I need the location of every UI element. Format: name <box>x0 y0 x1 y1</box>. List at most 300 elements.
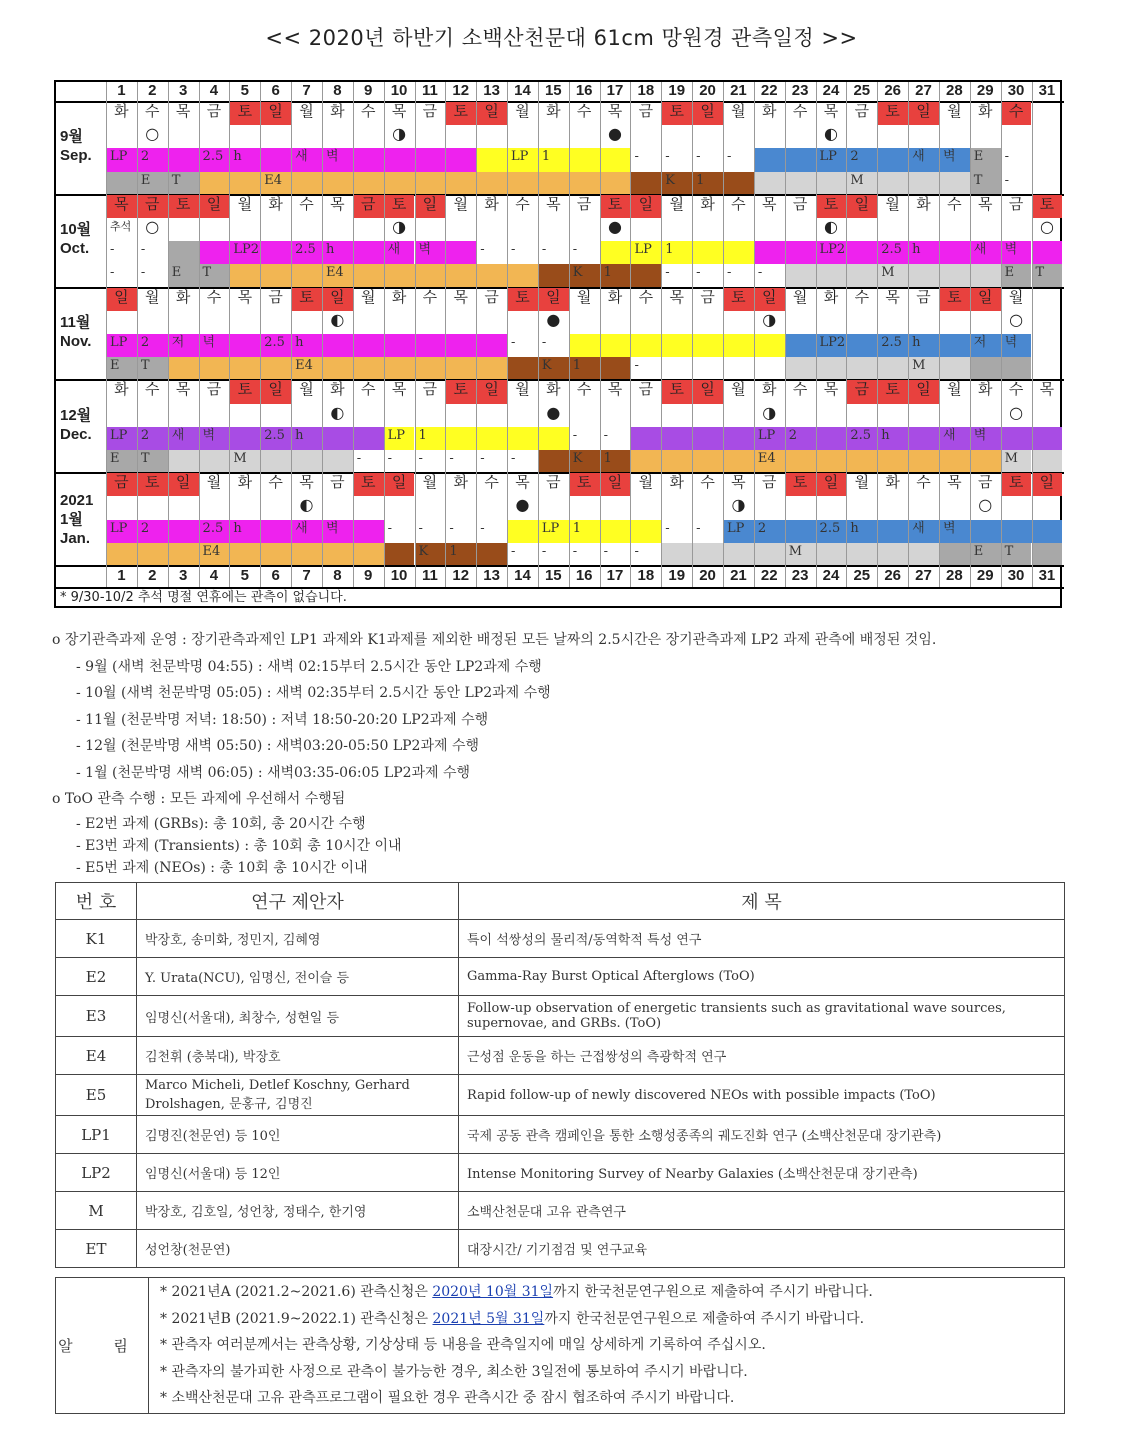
schedule-block: - <box>727 265 732 281</box>
day-number-top: 25 <box>853 82 871 99</box>
full-moon-icon: ○ <box>1009 403 1024 422</box>
first-quarter-moon-icon: ◑ <box>392 125 407 144</box>
project-proposer: 임명신(서울대), 최창수, 성현일 등 <box>137 996 459 1037</box>
weekday-cell: 토 <box>445 102 476 125</box>
weekday-cell: 목 <box>106 195 137 218</box>
weekday-cell: 화 <box>762 102 777 120</box>
day-number-bottom: 22 <box>760 567 778 584</box>
weekday-cell: 일 <box>970 288 1001 311</box>
schedule-block <box>507 357 538 380</box>
month-label: 12월 Dec. <box>60 406 92 443</box>
project-id: K1 <box>56 920 137 958</box>
note-subitem: - 1월 (천문박명 새벽 06:05) : 새벽03:35-06:05 LP2과제 수행 <box>76 764 471 781</box>
schedule-block: - <box>696 149 701 165</box>
project-title: 국제 공동 관측 캠페인을 통한 소행성종족의 궤도진화 연구 (소백산천문대 장기관측) <box>459 1116 1065 1154</box>
schedule-block: LP <box>507 148 538 171</box>
schedule-block <box>908 427 939 450</box>
weekday-cell: 토 <box>229 102 260 125</box>
schedule-block: h <box>908 334 939 357</box>
schedule-block: E4 <box>199 543 230 566</box>
schedule-block <box>785 520 816 543</box>
day-number-top: 10 <box>390 82 408 99</box>
weekday-cell: 일 <box>538 288 569 311</box>
weekday-cell: 금 <box>576 194 592 213</box>
schedule-block <box>908 264 1001 287</box>
schedule-block: E <box>970 543 1001 566</box>
weekday-cell: 금 <box>422 102 438 120</box>
first-quarter-moon-icon: ◑ <box>762 310 777 329</box>
project-proposer: 박장호, 김호일, 성언창, 정태수, 한기영 <box>137 1192 459 1230</box>
weekday-cell: 화 <box>669 473 684 492</box>
schedule-block <box>384 543 415 566</box>
day-number-bottom: 11 <box>421 567 438 584</box>
schedule-block: 2 <box>137 148 168 171</box>
day-number-bottom: 25 <box>853 567 871 584</box>
schedule-block: - <box>696 265 701 281</box>
day-column-line <box>785 82 786 587</box>
weekday-cell: 금 <box>700 287 715 306</box>
project-proposer: 김명진(천문연) 등 10인 <box>137 1116 459 1154</box>
schedule-block: 새 <box>970 241 1001 264</box>
schedule-block: - <box>387 520 393 536</box>
schedule-block: E <box>1001 264 1032 287</box>
weekday-cell: 목 <box>391 102 407 120</box>
note-subitem: - E3번 과제 (Transients) : 총 10회 총 10시간 이내 <box>76 837 402 854</box>
weekday-cell: 목 <box>762 194 777 213</box>
month-label: 10월 Oct. <box>60 221 92 257</box>
notice-line <box>150 1359 1063 1386</box>
weekday-cell: 금 <box>268 287 283 306</box>
project-proposer: Marco Micheli, Detlef Koschny, Gerhard Drolshagen, 문홍규, 김명진 <box>137 1075 459 1116</box>
schedule-block: - <box>757 265 763 281</box>
schedule-block <box>846 241 877 264</box>
weekday-cell: 토 <box>507 288 538 311</box>
schedule-block: 2 <box>137 427 168 450</box>
weekday-cell: 일 <box>846 195 877 218</box>
project-proposer: 박장호, 송미화, 정민지, 김혜영 <box>137 920 459 958</box>
weekday-cell: 일 <box>692 380 723 403</box>
schedule-block: 1 <box>538 148 569 171</box>
schedule-block: 1 <box>692 172 723 195</box>
schedule-block: 벽 <box>939 520 970 543</box>
day-number-bottom: 2 <box>148 567 157 584</box>
schedule-block <box>600 241 631 264</box>
weekday-cell: 토 <box>723 288 754 311</box>
schedule-block <box>353 241 384 264</box>
project-proposer: Y. Urata(NCU), 임명신, 전이슬 등 <box>137 958 459 996</box>
project-title: 대장시간/ 기기점검 및 연구교육 <box>459 1230 1065 1268</box>
deadline-link[interactable]: 2020년 10월 31일 <box>432 1284 554 1300</box>
day-column-line <box>630 82 631 587</box>
day-column-line <box>476 82 477 587</box>
schedule-block: M <box>1001 450 1032 473</box>
schedule-block: K <box>415 543 446 566</box>
schedule-block: 2.5 <box>877 334 908 357</box>
first-quarter-moon-icon: ◑ <box>392 218 407 236</box>
schedule-block: E <box>106 450 137 473</box>
day-column-line <box>692 82 693 587</box>
weekday-cell: 월 <box>206 473 222 492</box>
header-title: 제 목 <box>459 883 1065 920</box>
project-title: Intense Monitoring Survey of Nearby Galaxies (소백산천문대 장기관측) <box>459 1154 1065 1192</box>
project-id: LP2 <box>56 1154 137 1192</box>
calendar-footnote: * 9/30-10/2 추석 명절 연휴에는 관측이 없습니다. <box>60 590 347 605</box>
schedule-block: 2 <box>754 520 785 543</box>
day-number-top: 19 <box>668 82 686 99</box>
weekday-cell: 화 <box>391 287 407 306</box>
schedule-block: 새 <box>291 148 322 171</box>
weekday-cell: 토 <box>939 288 970 311</box>
schedule-block: T <box>1032 264 1063 287</box>
schedule-block <box>507 520 538 543</box>
schedule-block: - <box>140 242 146 258</box>
project-row <box>56 996 1065 1037</box>
schedule-block <box>970 357 1001 380</box>
new-moon-icon: ● <box>515 496 530 515</box>
schedule-block: T <box>1001 543 1032 566</box>
notice-text: * 관측자의 불가피한 사정으로 관측이 불가능한 경우, 최소한 3일전에 통보하여 주시기 바랍니다. <box>160 1363 748 1380</box>
day-number-top: 4 <box>209 82 219 99</box>
new-moon-icon: ● <box>608 218 622 236</box>
schedule-block: LP <box>630 241 661 264</box>
weekday-cell: 금 <box>916 287 931 306</box>
schedule-block: 벽 <box>970 427 1001 450</box>
schedule-block: h <box>229 520 260 543</box>
project-row <box>56 920 1065 958</box>
project-row <box>56 1154 1065 1192</box>
schedule-block <box>538 450 569 473</box>
full-moon-icon: ○ <box>145 218 160 236</box>
day-number-top: 9 <box>364 82 373 99</box>
day-number-top: 5 <box>240 82 249 99</box>
schedule-block: LP <box>106 427 137 450</box>
schedule-block: K <box>661 172 692 195</box>
month-label: 9월 Sep. <box>60 128 92 165</box>
schedule-block: 벽 <box>322 148 353 171</box>
schedule-block: K <box>569 264 600 287</box>
weekday-cell: 월 <box>453 194 469 213</box>
notice-line <box>150 1332 1063 1359</box>
day-number-bottom: 13 <box>483 567 500 584</box>
weekday-cell: 월 <box>854 473 870 492</box>
weekday-cell: 토 <box>168 195 199 218</box>
schedule-block: - <box>140 265 146 281</box>
weekday-cell: 수 <box>576 102 592 120</box>
day-number-top: 6 <box>271 82 280 99</box>
day-number-bottom: 29 <box>976 567 994 584</box>
project-table-header <box>56 883 1065 920</box>
schedule-block <box>1032 543 1063 566</box>
schedule-block: LP <box>538 520 569 543</box>
schedule-block: 1 <box>569 357 600 380</box>
schedule-block: E4 <box>754 450 785 473</box>
schedule-block <box>846 334 877 357</box>
day-number-bottom: 15 <box>544 567 562 584</box>
day-column-line <box>970 82 971 587</box>
project-id: E5 <box>56 1075 137 1116</box>
day-number-top: 12 <box>452 82 470 99</box>
schedule-block: 새 <box>908 148 939 171</box>
day-column-line <box>445 82 446 587</box>
day-number-bottom: 26 <box>884 567 902 584</box>
weekday-cell: 일 <box>415 195 446 218</box>
weekday-cell: 토 <box>137 473 168 496</box>
day-number-top: 24 <box>822 82 840 99</box>
last-quarter-moon-icon: ◐ <box>330 310 345 329</box>
schedule-block: 벽 <box>415 241 446 264</box>
day-number-top: 31 <box>1038 82 1056 99</box>
weekday-cell: 토 <box>661 102 692 125</box>
schedule-block: 1 <box>569 520 600 543</box>
day-number-bottom: 23 <box>791 567 809 584</box>
project-id: M <box>56 1192 137 1230</box>
operation-notes <box>52 627 1072 879</box>
note-subitem: - E2번 과제 (GRBs): 총 10회, 총 20시간 수행 <box>76 815 366 832</box>
day-column-line <box>322 82 323 587</box>
schedule-block: - <box>511 451 516 466</box>
weekday-cell: 수 <box>422 287 438 306</box>
weekday-cell: 수 <box>515 194 530 213</box>
weekday-cell: 화 <box>607 287 623 306</box>
note-subitem: - 9월 (새벽 천문박명 04:55) : 새벽 02:15부터 2.5시간 동안 LP2과제 수행 <box>76 658 542 675</box>
schedule-block: 2.5 <box>260 427 291 450</box>
weekday-cell: 수 <box>484 473 499 492</box>
day-number-bottom: 24 <box>822 567 840 584</box>
weekday-cell: 월 <box>237 194 253 213</box>
schedule-block: - <box>449 451 454 466</box>
project-table <box>55 882 1065 1268</box>
day-column-line <box>384 82 385 587</box>
weekday-cell: 월 <box>947 380 962 399</box>
weekday-cell: 월 <box>731 102 746 120</box>
schedule-block <box>785 450 1001 473</box>
schedule-block <box>229 427 260 450</box>
day-number-top: 16 <box>575 82 593 99</box>
schedule-block: - <box>541 242 547 258</box>
day-number-bottom: 20 <box>699 567 716 584</box>
weekday-cell: 수 <box>947 194 962 213</box>
weekday-cell: 화 <box>175 287 191 306</box>
schedule-block: LP2 <box>816 241 847 264</box>
month-label: 11월 Nov. <box>60 313 92 350</box>
project-row <box>56 1192 1065 1230</box>
weekday-cell: 일 <box>476 102 507 125</box>
day-column-line <box>229 82 230 587</box>
schedule-block: 벽 <box>1001 241 1032 264</box>
schedule-block <box>291 172 507 195</box>
last-quarter-moon-icon: ◐ <box>330 403 345 422</box>
weekday-cell: 목 <box>885 287 900 306</box>
weekday-cell: 월 <box>638 473 654 492</box>
project-proposer: 김천휘 (충북대), 박장호 <box>137 1037 459 1075</box>
schedule-block: LP <box>106 148 137 171</box>
schedule-block: h <box>322 241 353 264</box>
schedule-block: - <box>480 242 485 258</box>
notice-text: * 소백산천문대 고유 관측프로그램이 필요한 경우 관측시간 중 잠시 협조하여 주시기 바랍니다. <box>160 1390 735 1406</box>
day-column-line <box>106 82 107 587</box>
weekday-cell: 목 <box>515 473 530 492</box>
project-title: Gamma-Ray Burst Optical Afterglows (ToO) <box>459 958 1065 996</box>
note-subitem: - E5번 과제 (NEOs) : 총 10회 총 10시간 이내 <box>76 859 368 876</box>
note-subitem: - 11월 (천문박명 저녁: 18:50) : 저녁 18:50-20:20 LP2과제 수행 <box>76 711 489 728</box>
weekday-cell: 일 <box>260 102 291 125</box>
day-number-bottom: 17 <box>606 567 624 584</box>
schedule-block <box>1032 450 1063 473</box>
last-quarter-moon-icon: ◐ <box>823 218 838 236</box>
day-number-bottom: 7 <box>302 567 311 584</box>
schedule-block: 녁 <box>1001 334 1032 357</box>
day-number-bottom: 28 <box>946 567 963 584</box>
weekday-cell: 토 <box>1032 195 1063 218</box>
weekday-cell: 금 <box>977 473 993 492</box>
project-row <box>56 1116 1065 1154</box>
day-column-line <box>507 82 508 587</box>
schedule-block: T <box>137 357 168 380</box>
schedule-block: LP <box>384 427 415 450</box>
schedule-block: - <box>696 520 701 536</box>
day-number-bottom: 12 <box>452 567 470 584</box>
weekday-cell: 토 <box>877 102 908 125</box>
weekday-cell: 수 <box>916 473 931 492</box>
schedule-block <box>723 172 754 195</box>
schedule-block: - <box>418 451 423 466</box>
schedule-block <box>630 172 661 195</box>
schedule-block: 2.5 <box>846 427 877 450</box>
weekday-cell: 금 <box>484 287 499 306</box>
weekday-cell: 목 <box>823 380 839 399</box>
schedule-block: h <box>877 427 908 450</box>
schedule-block: - <box>665 520 670 536</box>
weekday-cell: 수 <box>731 194 746 213</box>
weekday-cell: 금 <box>846 380 877 403</box>
notice-line <box>150 1279 1063 1306</box>
weekday-cell: 토 <box>600 195 631 218</box>
weekday-cell: 일 <box>199 195 230 218</box>
schedule-block: E <box>168 264 199 287</box>
schedule-block <box>260 450 353 473</box>
weekday-cell: 월 <box>731 380 746 399</box>
day-number-bottom: 16 <box>575 567 593 584</box>
weekday-cell: 목 <box>669 287 684 306</box>
weekday-cell: 목 <box>175 380 191 399</box>
weekday-cell: 수 <box>576 380 592 399</box>
schedule-block <box>1032 241 1063 264</box>
schedule-block: 새 <box>908 520 939 543</box>
day-number-bottom: 18 <box>637 567 655 584</box>
schedule-block: K <box>569 450 600 473</box>
day-number-top: 20 <box>699 82 716 99</box>
weekday-cell: 화 <box>916 194 931 213</box>
schedule-block <box>970 520 1063 543</box>
schedule-block: E4 <box>322 264 353 287</box>
page-title: << 2020년 하반기 소백산천문대 61cm 망원경 관측일정 >> <box>265 26 858 50</box>
notice-text: * 2021년B (2021.9~2022.1) 관측신청은 <box>160 1310 433 1327</box>
schedule-block <box>569 334 785 357</box>
schedule-block: T <box>970 172 1001 195</box>
day-column-line <box>569 82 570 587</box>
schedule-block: 저 <box>168 334 199 357</box>
schedule-block: T <box>137 450 168 473</box>
weekday-cell: 수 <box>145 380 160 399</box>
day-number-bottom: 30 <box>1007 567 1025 584</box>
day-number-top: 23 <box>791 82 809 99</box>
day-number-bottom: 21 <box>730 567 747 584</box>
schedule-block: 벽 <box>322 520 353 543</box>
notice-text: * 관측자 여러분께서는 관측상황, 기상상태 등 내용을 관측일지에 매일 상세하게 기록하여 주십시오. <box>160 1337 766 1353</box>
day-number-bottom: 10 <box>390 567 408 584</box>
schedule-block: 새 <box>291 520 322 543</box>
weekday-cell: 화 <box>237 473 253 492</box>
deadline-link[interactable]: 2021년 5월 31일 <box>432 1310 545 1327</box>
day-number-top: 27 <box>915 82 932 99</box>
weekday-cell: 화 <box>114 380 129 399</box>
schedule-block: T <box>199 264 230 287</box>
schedule-block: - <box>634 149 639 165</box>
day-number-bottom: 31 <box>1038 567 1056 584</box>
day-number-top: 15 <box>544 82 562 99</box>
notice-text: 까지 한국천문연구원으로 제출하여 주시기 바랍니다. <box>544 1310 865 1327</box>
schedule-block <box>877 148 908 171</box>
day-column-line <box>877 82 878 587</box>
schedule-block: 2.5 <box>816 520 847 543</box>
weekday-cell: 일 <box>816 473 847 496</box>
schedule-block: K <box>538 357 569 380</box>
schedule-block <box>538 264 569 287</box>
schedule-block <box>106 543 199 566</box>
schedule-block <box>630 264 661 287</box>
schedule-block: - <box>480 520 485 536</box>
schedule-block: M <box>908 357 939 380</box>
weekday-cell: 금 <box>422 380 438 399</box>
weekday-cell: 화 <box>484 194 499 213</box>
schedule-block <box>600 357 631 380</box>
schedule-block: M <box>877 264 908 287</box>
schedule-block: - <box>634 358 639 374</box>
schedule-block <box>260 148 291 171</box>
weekday-cell: 수 <box>360 102 376 120</box>
day-number-bottom: 3 <box>178 567 188 584</box>
day-column-line <box>168 82 169 587</box>
weekday-cell: 토 <box>384 195 415 218</box>
weekday-cell: 목 <box>330 194 345 213</box>
weekday-cell: 목 <box>947 473 962 492</box>
weekday-cell: 월 <box>299 102 314 120</box>
schedule-block <box>939 241 970 264</box>
schedule-block: 1 <box>661 241 692 264</box>
day-number-top: 17 <box>606 82 624 99</box>
weekday-cell: 목 <box>546 194 561 213</box>
schedule-block <box>168 241 199 264</box>
weekday-cell: 금 <box>137 195 168 218</box>
schedule-block: - <box>572 543 578 559</box>
weekday-cell: 수 <box>638 287 654 306</box>
schedule-block: - <box>572 242 578 258</box>
schedule-block <box>229 543 383 566</box>
notice-box <box>55 1277 1065 1414</box>
schedule-block <box>939 543 970 566</box>
weekday-cell: 목 <box>299 473 314 492</box>
notice-heading: 알 림 <box>56 1278 149 1414</box>
note-item: o ToO 관측 수행 : 모든 과제에 우선해서 수행됨 <box>52 791 346 807</box>
schedule-block: - <box>511 242 516 258</box>
schedule-block: 2 <box>137 334 168 357</box>
weekday-cell: 목 <box>1039 380 1055 399</box>
weekday-cell: 화 <box>762 380 777 399</box>
last-quarter-moon-icon: ◐ <box>299 496 314 515</box>
schedule-block: LP <box>723 520 754 543</box>
project-title: 소백산천문대 고유 관측연구 <box>459 1192 1065 1230</box>
weekday-cell: 금 <box>1008 194 1024 213</box>
